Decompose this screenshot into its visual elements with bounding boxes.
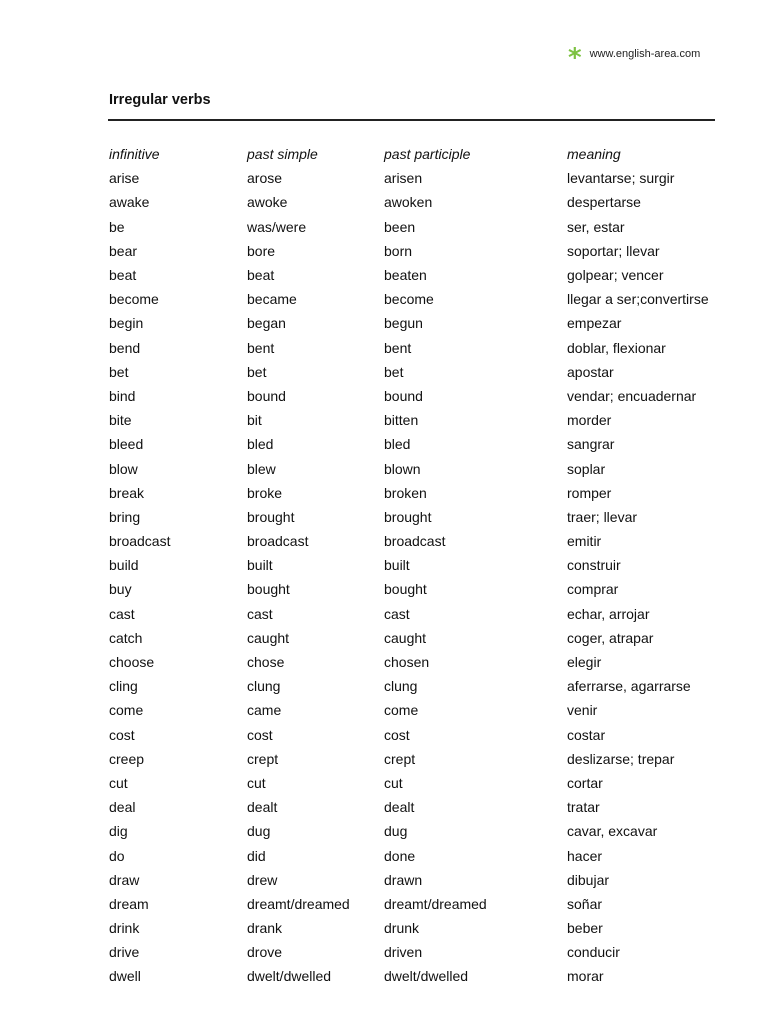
cell-infinitive: creep (109, 750, 145, 767)
cell-past-simple: bound (247, 387, 286, 404)
cell-past-participle: dealt (384, 799, 415, 816)
table-row (109, 577, 727, 601)
cell-past-simple: bore (247, 242, 276, 259)
cell-past-participle: dug (384, 823, 408, 840)
cell-past-participle: chosen (384, 654, 430, 671)
cell-meaning: hacer (567, 847, 603, 864)
cell-infinitive: bear (109, 242, 138, 259)
cell-meaning: morar (567, 968, 604, 985)
cell-past-participle: brought (384, 508, 432, 525)
cell-meaning: comprar (567, 581, 619, 598)
cell-past-simple: dug (247, 823, 271, 840)
table-row (109, 723, 727, 747)
table-row (109, 868, 727, 892)
cell-infinitive: dream (109, 895, 149, 912)
cell-past-participle: clung (384, 678, 418, 695)
cell-past-participle: drawn (384, 871, 423, 888)
cell-past-participle: arisen (384, 170, 423, 187)
cell-past-participle: done (384, 847, 416, 864)
cell-infinitive: drink (109, 920, 140, 937)
table-row (109, 384, 727, 408)
cell-past-simple: did (247, 847, 266, 864)
asterisk-logo-icon: * (568, 43, 582, 73)
cell-past-simple: broke (247, 484, 283, 501)
irregular-verbs-table (109, 142, 727, 989)
cell-meaning: conducir (567, 944, 620, 961)
cell-infinitive: do (109, 847, 125, 864)
cell-meaning: ser, estar (567, 218, 625, 235)
cell-infinitive: broadcast (109, 533, 171, 550)
table-row (109, 529, 727, 553)
table-row (109, 505, 727, 529)
cell-infinitive: come (109, 702, 144, 719)
table-row (109, 215, 727, 239)
cell-meaning: coger, atrapar (567, 629, 654, 646)
cell-past-participle: begun (384, 315, 423, 332)
cell-past-participle: bound (384, 387, 423, 404)
cell-past-simple: bought (247, 581, 290, 598)
cell-past-simple: built (247, 557, 273, 574)
cell-past-participle: dreamt/dreamed (384, 895, 487, 912)
cell-meaning: golpear; vencer (567, 267, 664, 284)
table-row (109, 819, 727, 843)
table-row (109, 408, 727, 432)
table-row (109, 747, 727, 771)
cell-meaning: levantarse; surgir (567, 170, 675, 187)
table-row (109, 190, 727, 214)
cell-infinitive: break (109, 484, 145, 501)
cell-past-simple: became (247, 291, 297, 308)
cell-infinitive: become (109, 291, 159, 308)
column-header-past-participle: past participle (384, 146, 471, 163)
table-row (109, 940, 727, 964)
cell-meaning: soportar; llevar (567, 242, 660, 259)
cell-meaning: doblar, flexionar (567, 339, 666, 356)
cell-infinitive: bend (109, 339, 141, 356)
table-row (109, 964, 727, 988)
table-body (109, 166, 727, 988)
cell-infinitive: dig (109, 823, 128, 840)
cell-meaning: apostar (567, 363, 614, 380)
cell-past-simple: chose (247, 654, 285, 671)
cell-past-simple: caught (247, 629, 290, 646)
cell-past-participle: broadcast (384, 533, 446, 550)
cell-past-simple: drew (247, 871, 278, 888)
cell-past-participle: dwelt/dwelled (384, 968, 469, 985)
site-url: www.english-area.com (589, 48, 701, 60)
cell-past-simple: brought (247, 508, 295, 525)
table-row (109, 481, 727, 505)
cell-infinitive: dwell (109, 968, 141, 985)
cell-infinitive: arise (109, 170, 140, 187)
cell-past-simple: crept (247, 750, 279, 767)
column-header-meaning: meaning (567, 146, 621, 163)
cell-infinitive: bite (109, 412, 132, 429)
cell-meaning: elegir (567, 654, 602, 671)
cell-past-simple: cut (247, 774, 266, 791)
cell-past-simple: cost (247, 726, 273, 743)
table-row (109, 795, 727, 819)
cell-past-participle: bitten (384, 412, 419, 429)
cell-past-participle: been (384, 218, 416, 235)
cell-meaning: construir (567, 557, 621, 574)
cell-meaning: soplar (567, 460, 606, 477)
table-header-row (109, 142, 727, 166)
cell-past-participle: bled (384, 436, 411, 453)
cell-past-simple: was/were (247, 218, 307, 235)
cell-infinitive: bind (109, 387, 136, 404)
cell-past-simple: cast (247, 605, 273, 622)
column-header-infinitive: infinitive (109, 146, 160, 163)
cell-meaning: dibujar (567, 871, 610, 888)
cell-meaning: deslizarse; trepar (567, 750, 675, 767)
cell-infinitive: begin (109, 315, 144, 332)
cell-meaning: llegar a ser;convertirse (567, 291, 709, 308)
cell-meaning: romper (567, 484, 612, 501)
cell-meaning: vendar; encuadernar (567, 387, 697, 404)
table-row (109, 674, 727, 698)
cell-infinitive: beat (109, 267, 137, 284)
table-row (109, 287, 727, 311)
cell-meaning: venir (567, 702, 598, 719)
cell-past-simple: awoke (247, 194, 288, 211)
table-row (109, 360, 727, 384)
cell-past-simple: bent (247, 339, 275, 356)
column-header-past-simple: past simple (247, 146, 318, 163)
cell-past-simple: drank (247, 920, 283, 937)
cell-meaning: emitir (567, 533, 602, 550)
cell-meaning: traer; llevar (567, 508, 638, 525)
cell-meaning: beber (567, 920, 603, 937)
cell-infinitive: cut (109, 774, 128, 791)
cell-past-participle: caught (384, 629, 427, 646)
cell-infinitive: awake (109, 194, 150, 211)
cell-infinitive: cost (109, 726, 135, 743)
cell-past-participle: crept (384, 750, 416, 767)
title-divider (108, 119, 715, 121)
cell-past-participle: blown (384, 460, 421, 477)
cell-past-participle: built (384, 557, 410, 574)
cell-past-participle: come (384, 702, 419, 719)
cell-meaning: despertarse (567, 194, 641, 211)
table-row (109, 771, 727, 795)
cell-infinitive: bet (109, 363, 129, 380)
cell-infinitive: be (109, 218, 125, 235)
table-row (109, 166, 727, 190)
cell-meaning: echar, arrojar (567, 605, 650, 622)
cell-past-simple: came (247, 702, 282, 719)
table-row (109, 311, 727, 335)
cell-past-simple: began (247, 315, 286, 332)
table-row (109, 916, 727, 940)
cell-infinitive: choose (109, 654, 155, 671)
cell-infinitive: draw (109, 871, 140, 888)
cell-past-participle: awoken (384, 194, 433, 211)
table-row (109, 239, 727, 263)
cell-past-simple: dealt (247, 799, 278, 816)
cell-past-simple: bet (247, 363, 267, 380)
cell-past-participle: become (384, 291, 434, 308)
table-row (109, 650, 727, 674)
cell-infinitive: drive (109, 944, 140, 961)
cell-past-simple: bled (247, 436, 274, 453)
cell-meaning: sangrar (567, 436, 615, 453)
cell-infinitive: bring (109, 508, 141, 525)
cell-infinitive: catch (109, 629, 143, 646)
cell-past-participle: drunk (384, 920, 420, 937)
table-row (109, 698, 727, 722)
cell-meaning: morder (567, 412, 612, 429)
cell-infinitive: bleed (109, 436, 144, 453)
cell-past-participle: cost (384, 726, 410, 743)
cell-infinitive: cling (109, 678, 138, 695)
cell-meaning: cavar, excavar (567, 823, 658, 840)
table-row (109, 336, 727, 360)
cell-meaning: empezar (567, 315, 622, 332)
table-row (109, 843, 727, 867)
cell-meaning: aferrarse, agarrarse (567, 678, 691, 695)
cell-past-participle: broken (384, 484, 427, 501)
cell-infinitive: blow (109, 460, 138, 477)
cell-past-simple: drove (247, 944, 283, 961)
cell-past-simple: dreamt/dreamed (247, 895, 350, 912)
table-row (109, 456, 727, 480)
cell-infinitive: build (109, 557, 139, 574)
table-row (109, 263, 727, 287)
cell-past-simple: beat (247, 267, 275, 284)
cell-infinitive: buy (109, 581, 132, 598)
table-row (109, 553, 727, 577)
cell-infinitive: cast (109, 605, 135, 622)
cell-past-participle: cast (384, 605, 410, 622)
cell-past-simple: dwelt/dwelled (247, 968, 332, 985)
site-header (568, 43, 701, 73)
cell-past-participle: born (384, 242, 413, 259)
cell-past-simple: arose (247, 170, 283, 187)
cell-meaning: tratar (567, 799, 600, 816)
page-title: Irregular verbs (109, 92, 211, 108)
cell-past-participle: bent (384, 339, 412, 356)
cell-past-participle: bet (384, 363, 404, 380)
table-row (109, 432, 727, 456)
cell-meaning: costar (567, 726, 606, 743)
cell-past-participle: driven (384, 944, 423, 961)
cell-past-participle: beaten (384, 267, 427, 284)
table-row (109, 602, 727, 626)
cell-meaning: cortar (567, 774, 603, 791)
cell-infinitive: deal (109, 799, 136, 816)
cell-meaning: soñar (567, 895, 603, 912)
cell-past-simple: bit (247, 412, 262, 429)
table-row (109, 626, 727, 650)
cell-past-participle: bought (384, 581, 427, 598)
cell-past-participle: cut (384, 774, 403, 791)
table-row (109, 892, 727, 916)
cell-past-simple: broadcast (247, 533, 309, 550)
cell-past-simple: blew (247, 460, 276, 477)
cell-past-simple: clung (247, 678, 281, 695)
